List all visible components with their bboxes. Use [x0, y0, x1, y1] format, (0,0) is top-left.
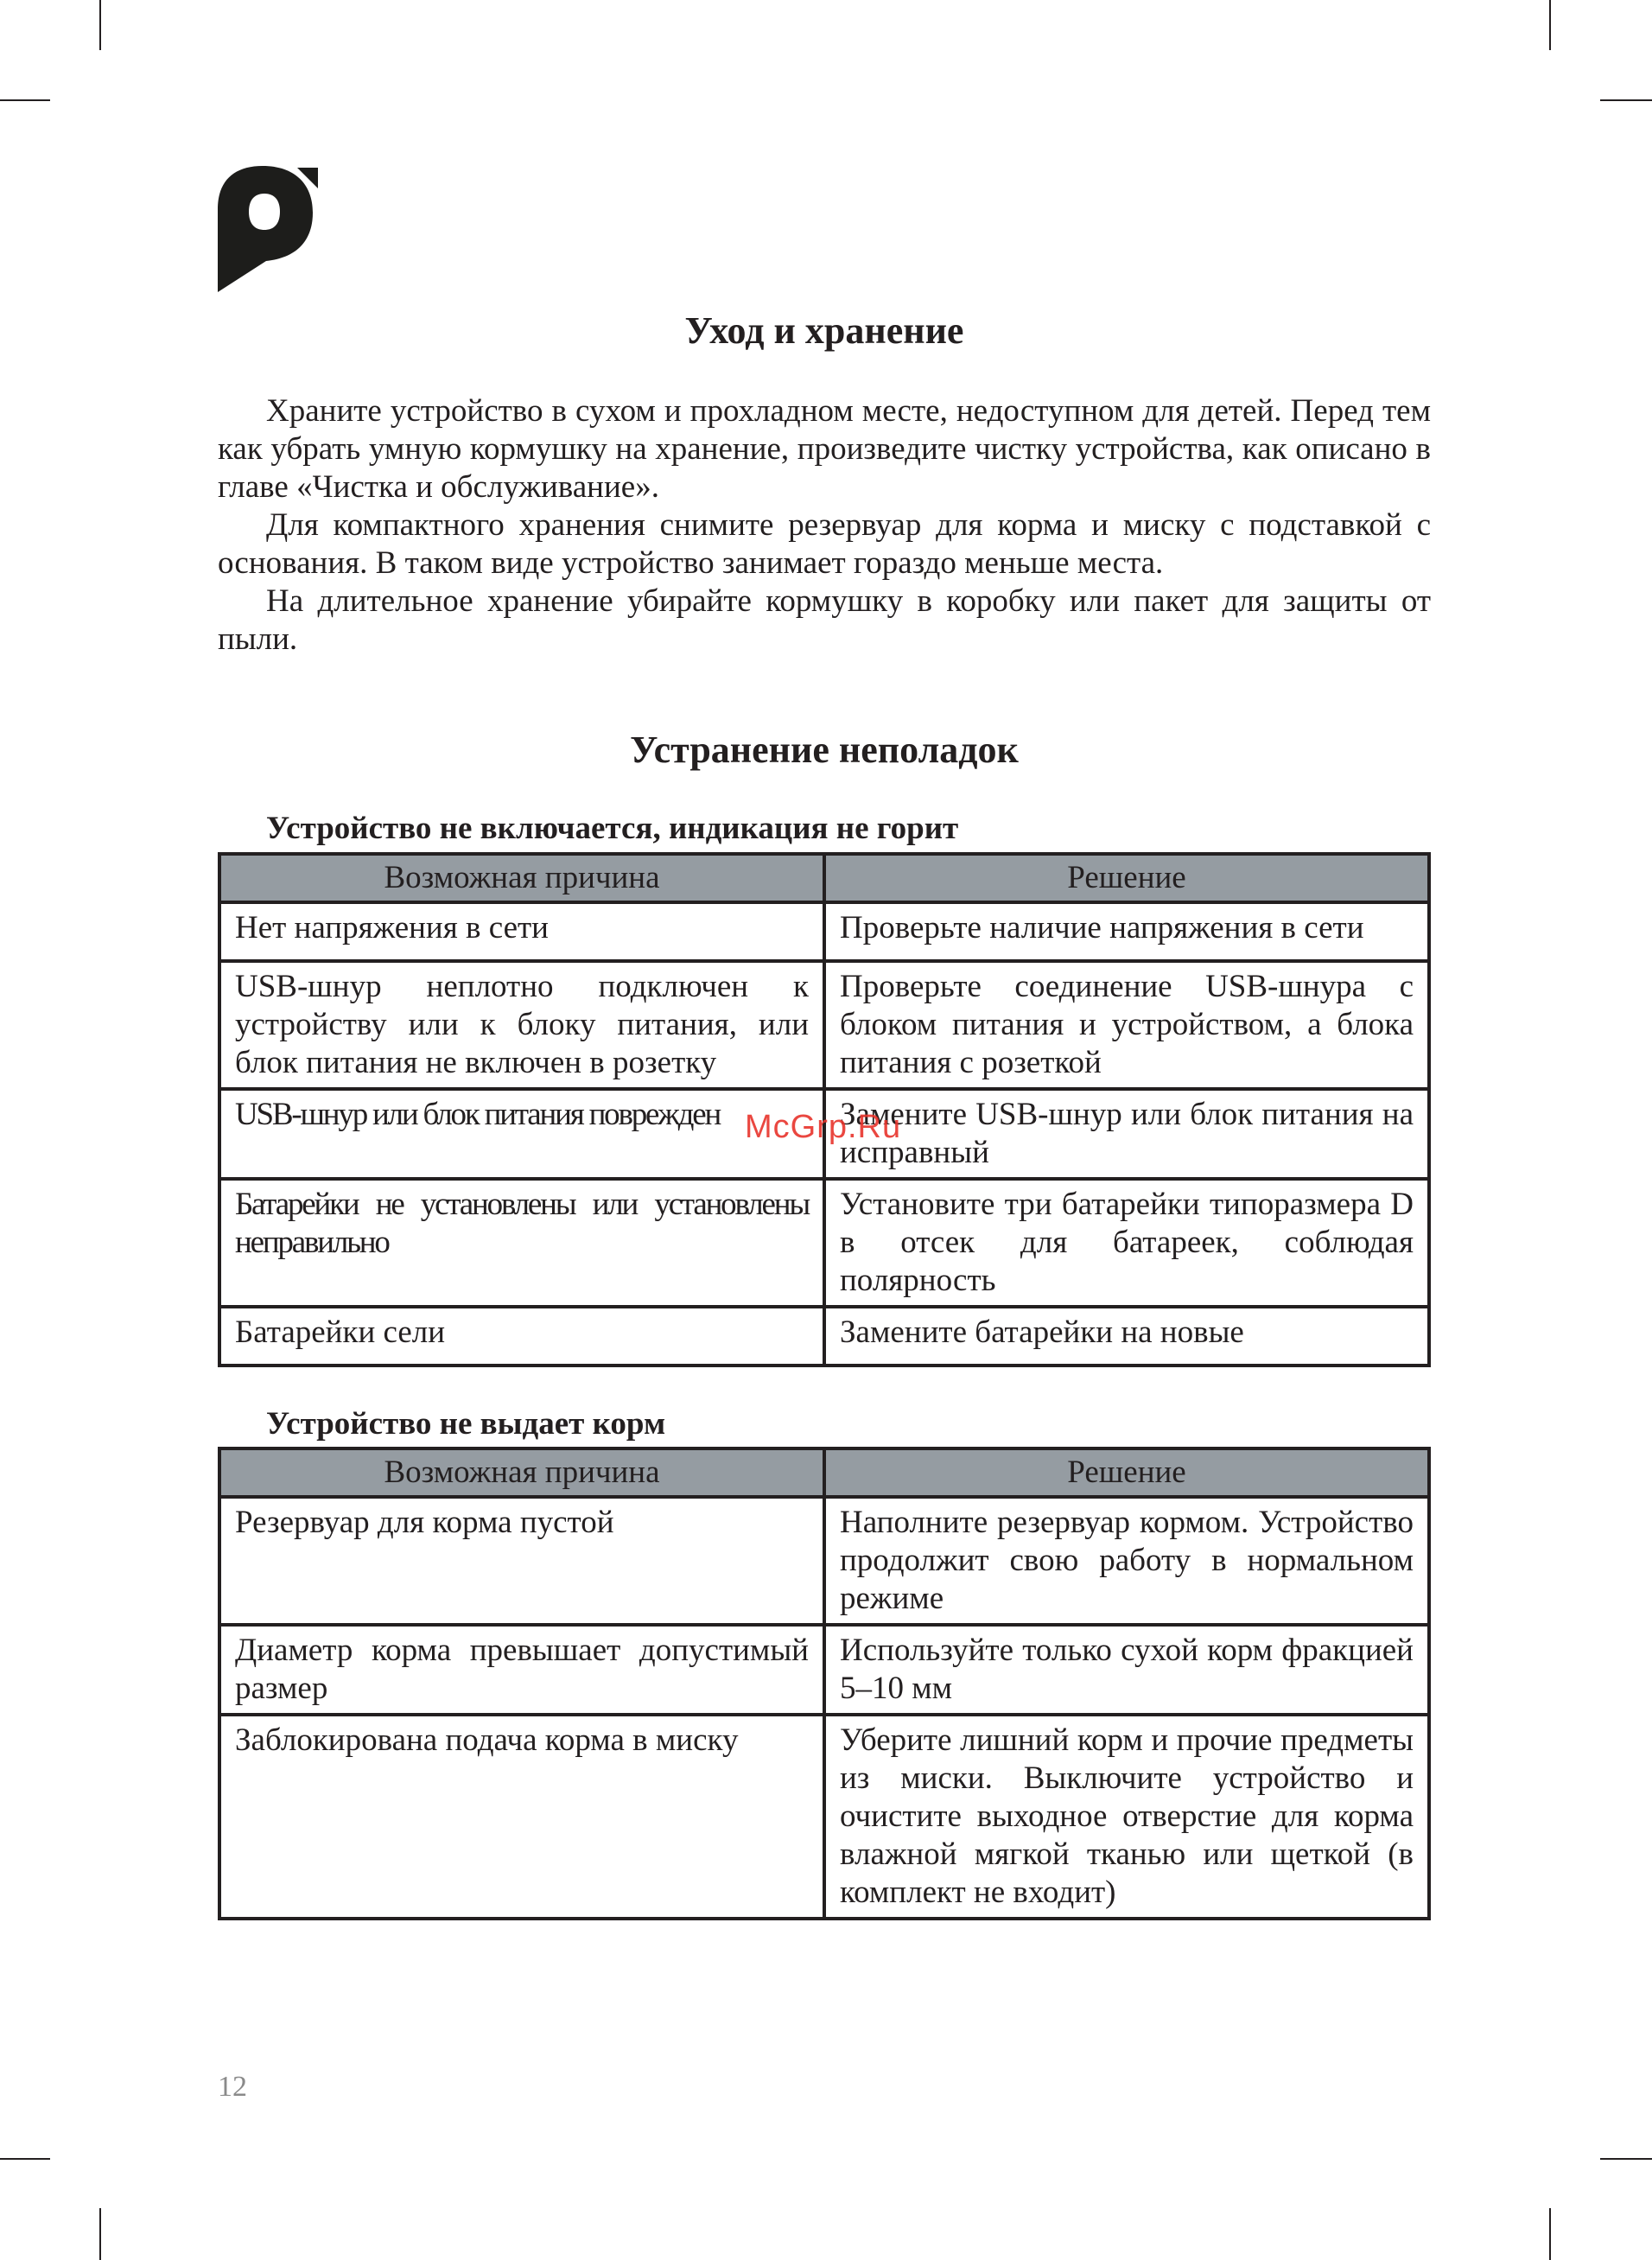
solution-cell: Проверьте наличие напряжения в сети [824, 902, 1429, 961]
cause-cell: Резервуар для корма пустой [219, 1497, 824, 1625]
table-header-row [219, 854, 1429, 902]
table-header-row [219, 1448, 1429, 1497]
crop-mark [99, 0, 101, 50]
cause-cell: Батарейки не установлены или установлены неправильно [219, 1179, 824, 1307]
column-header-solution: Решение [824, 854, 1429, 902]
solution-cell: Наполните резервуар кормом. Устройство продолжит свою работу в нормальном режиме [824, 1497, 1429, 1625]
crop-mark [1549, 0, 1551, 50]
table-2-caption: Устройство не выдает корм [266, 1406, 666, 1442]
brand-p-logo-icon [216, 164, 320, 294]
solution-cell: Замените USB-шнур или блок питания на исправный [824, 1089, 1429, 1179]
care-paragraph-3: На длительное хранение убирайте кормушку в коробку или пакет для защиты от пыли. [218, 583, 1431, 657]
table-row [219, 961, 1429, 1089]
solution-cell: Уберите лишний корм и прочие предметы из миски. Выключите устройство и очистите выходное отверстие для корма влажной мягкой тканью или щеткой (в комплект не входит) [824, 1715, 1429, 1919]
crop-mark [0, 99, 50, 101]
care-title: Уход и хранение [684, 309, 964, 352]
troubleshooting-title: Устранение неполадок [630, 729, 1019, 771]
crop-mark [1549, 2208, 1551, 2260]
cause-cell: Диаметр корма превышает допустимый размер [219, 1625, 824, 1715]
care-text [218, 392, 1431, 659]
table-row [219, 1497, 1429, 1625]
watermark: McGrp.Ru [745, 1109, 902, 1145]
solution-cell: Замените батарейки на новые [824, 1307, 1429, 1366]
crop-mark [1600, 2158, 1652, 2160]
table-row [219, 902, 1429, 961]
table-row [219, 1625, 1429, 1715]
cause-cell: Нет напряжения в сети [219, 902, 824, 961]
cause-cell: USB-шнур или блок питания поврежден [219, 1089, 824, 1179]
care-paragraph-1: Храните устройство в сухом и прохладном месте, недоступном для детей. Перед тем как убрать умную кормушку на хранение, произведите чистку устройства, как описано в главе «Чистка и обслуживание». [218, 393, 1431, 505]
cause-cell: Батарейки сели [219, 1307, 824, 1366]
crop-mark [99, 2208, 101, 2260]
table-row [219, 1307, 1429, 1366]
solution-cell: Используйте только сухой корм фракцией 5–10 мм [824, 1625, 1429, 1715]
column-header-solution: Решение [824, 1448, 1429, 1497]
solution-cell: Установите три батарейки типоразмера D в отсек для батареек, соблюдая полярность [824, 1179, 1429, 1307]
solution-cell: Проверьте соединение USB-шнура с блоком питания и устройством, а блока питания с розеткой [824, 961, 1429, 1089]
table-1-caption: Устройство не включается, индикация не горит [266, 811, 959, 846]
crop-mark [1600, 99, 1652, 101]
page-number: 12 [218, 2071, 247, 2103]
crop-mark [0, 2158, 50, 2160]
column-header-cause: Возможная причина [219, 854, 824, 902]
cause-cell: USB-шнур неплотно подключен к устройству или к блоку питания, или блок питания не включен в розетку [219, 961, 824, 1089]
column-header-cause: Возможная причина [219, 1448, 824, 1497]
table-row [219, 1715, 1429, 1919]
table-row [219, 1179, 1429, 1307]
troubleshooting-table-feeding [218, 1447, 1431, 1920]
cause-cell: Заблокирована подача корма в миску [219, 1715, 824, 1919]
care-paragraph-2: Для компактного хранения снимите резервуар для корма и миску с подставкой с основания. В таком виде устройство занимает гораздо меньше места. [218, 507, 1431, 581]
